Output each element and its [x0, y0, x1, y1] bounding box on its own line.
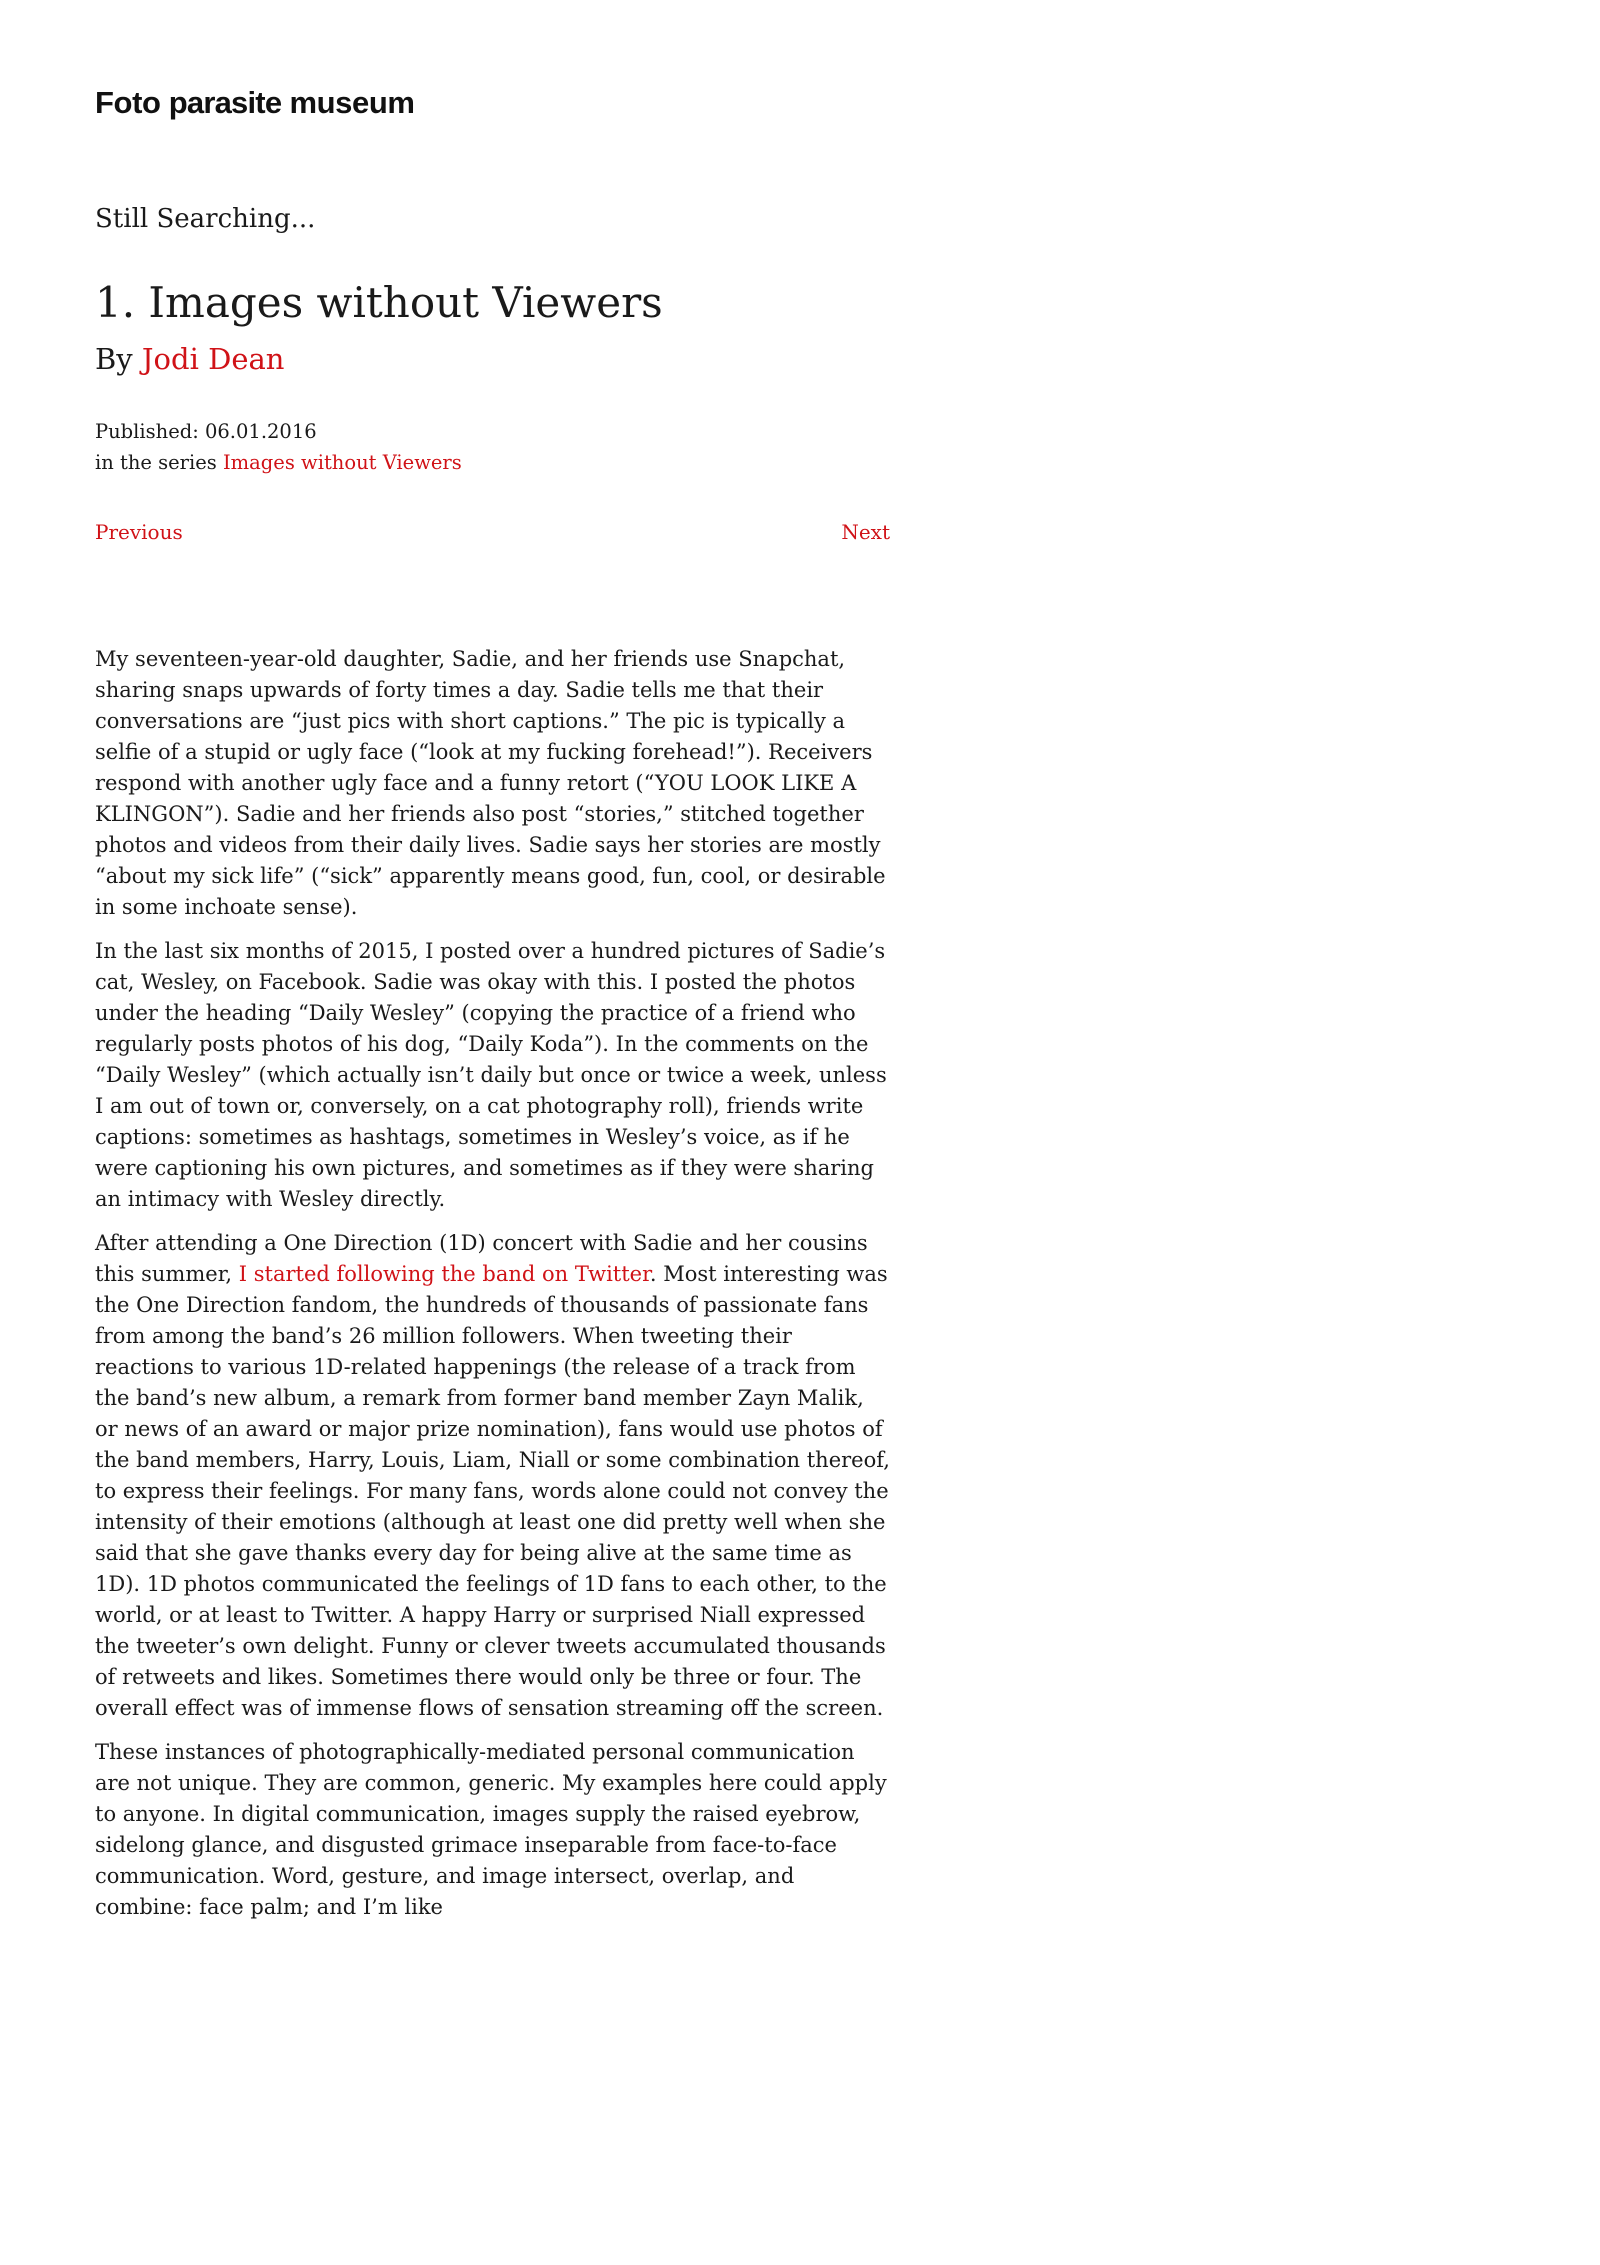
- paragraph: [95, 644, 890, 923]
- article-body: [95, 644, 890, 1923]
- author-link[interactable]: Jodi Dean: [141, 341, 285, 376]
- logo-word-parasite: parasite: [168, 85, 282, 120]
- inline-link[interactable]: I started following the band on Twitter: [238, 1262, 650, 1287]
- content-column: [95, 0, 890, 1923]
- series-prefix: in the series: [95, 451, 223, 475]
- next-link[interactable]: Next: [841, 520, 890, 545]
- paragraph-text: My seventeen-year-old daughter, Sadie, and her friends use Snapchat, sharing snaps upwards of forty times a day. Sadie tells me that their conversations are “just pics with short captions.” The pic is typically a selfie of a stupid or ugly face (“look at my fucking forehead!”). Receivers respond with another ugly face and a funny retort (“YOU LOOK LIKE A KLINGON”). Sadie and her friends also post “stories,” stitched together photos and videos from their daily lives. Sadie says her stories are mostly “about my sick life” (“sick” apparently means good, fun, cool, or desirable in some inchoate sense).: [95, 647, 886, 920]
- paragraph: [95, 1737, 890, 1923]
- pager: [95, 520, 890, 544]
- byline: [95, 342, 890, 377]
- series-line: [95, 447, 890, 478]
- paragraph-text: After attending a One Direction (1D) concert with Sadie and her cousins this summer,: [95, 1231, 868, 1287]
- logo-word-museum: museum: [289, 85, 415, 120]
- paragraph: [95, 936, 890, 1215]
- published-date: Published: 06.01.2016: [95, 420, 317, 444]
- article-title: 1. Images without Viewers: [95, 278, 663, 328]
- logo-word-foto: Foto: [95, 85, 161, 120]
- paragraph: [95, 1228, 890, 1724]
- paragraph-text: In the last six months of 2015, I posted over a hundred pictures of Sadie’s cat, Wesley, on Facebook. Sadie was okay with this. I posted the photos under the heading “Daily Wesley” (copying the practice of a friend who regularly posts photos of his dog, “Daily Koda”). In the comments on the “Daily Wesley” (which actually isn’t daily but once or twice a week, unless I am out of town or, conversely, on a cat photography roll), friends write captions: sometimes as hashtags, sometimes in Wesley’s voice, as if he were captioning his own pictures, and sometimes as if they were sharing an intimacy with Wesley directly.: [95, 939, 887, 1212]
- site-logo[interactable]: [95, 0, 890, 120]
- series-link[interactable]: Images without Viewers: [222, 451, 462, 475]
- blog-series-label: Still Searching...: [95, 204, 316, 235]
- article-meta: [95, 416, 890, 478]
- previous-link[interactable]: Previous: [95, 520, 183, 545]
- byline-prefix: By: [95, 341, 142, 376]
- paragraph-text: These instances of photographically-mediated personal communication are not unique. They are common, generic. My examples here could apply to anyone. In digital communication, images supply the raised eyebrow, sidelong glance, and disgusted grimace inseparable from face-to-face communication. Word, gesture, and image intersect, overlap, and combine: face palm; and I’m like: [95, 1740, 887, 1920]
- paragraph-text: . Most interesting was the One Direction fandom, the hundreds of thousands of passionate fans from among the band’s 26 million followers. When tweeting their reactions to various 1D-related happenings (the release of a track from the band’s new album, a remark from former band member Zayn Malik, or news of an award or major prize nomination), fans would use photos of the band members, Harry, Louis, Liam, Niall or some combination thereof, to express their feelings. For many fans, words alone could not convey the intensity of their emotions (although at least one did pretty well when she said that she gave thanks every day for being alive at the same time as 1D). 1D photos communicated the feelings of 1D fans to each other, to the world, or at least to Twitter. A happy Harry or surprised Niall expressed the tweeter’s own delight. Funny or clever tweets accumulated thousands of retweets and likes. Sometimes there would only be three or four. The overall effect was of immense flows of sensation streaming off the screen.: [95, 1262, 890, 1721]
